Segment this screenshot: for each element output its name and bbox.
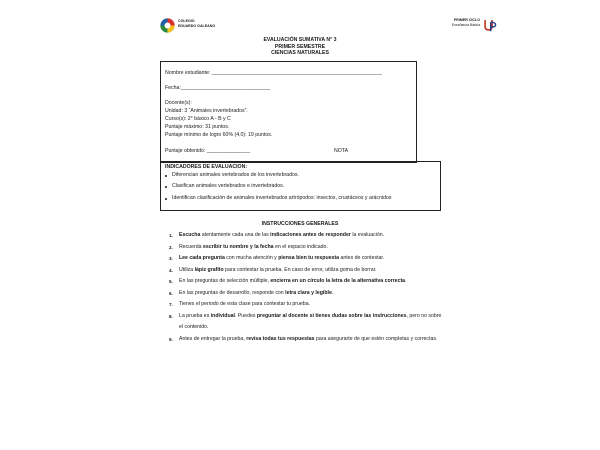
- logo-center: [165, 23, 171, 29]
- instruction-item-7: 7. Tienes el periodo de esta clase para contestar tu prueba.: [169, 301, 311, 307]
- instruction-item-2: 2. Recuerda escribir tu nombre y la fecha en el espacio indicado.: [169, 243, 328, 250]
- university-logo: [483, 18, 497, 32]
- school-name-line2: EDUARDO GALEANO: [178, 23, 216, 28]
- instructions-title: INSTRUCCIONES GENERALES: [261, 221, 339, 227]
- student-info-box: [160, 61, 417, 163]
- indicators-title: INDICADORES DE EVALUACION:: [165, 164, 248, 170]
- max-score-label: Puntaje máximo: 31 puntos.: [165, 124, 230, 130]
- student-name-field[interactable]: Nombre estudiante: ___________________________________________________________: [165, 70, 382, 76]
- grade-label: NOTA: [334, 148, 349, 154]
- instruction-item-1: 1. Escucha atentamente cada una de las indicaciones antes de responder la evaluación.: [169, 232, 385, 238]
- instruction-item-4: 4. Utiliza lápiz grafito para contestar la prueba. En caso de error, utiliza goma de borrar.: [169, 266, 377, 273]
- instruction-item-5: 5. En las preguntas de selección múltiple, encierra en un círculo la letra de la alternativa correcta.: [169, 278, 407, 284]
- instruction-item-3: 3. Lee cada pregunta con mucha atención y piensa bien tu respuesta antes de contestar.: [169, 255, 385, 261]
- instruction-item-6: 6. En las preguntas de desarrollo, responde con letra clara y legible.: [169, 289, 334, 296]
- title-semester: PRIMER SEMESTRE: [274, 43, 326, 50]
- obtained-score-field[interactable]: Puntaje obtenido: _______________: [165, 148, 251, 154]
- indicators-box: [160, 161, 441, 211]
- course-label: Curso(s): 2° básico A - B y C: [165, 116, 231, 122]
- indicator-item: Identifican clasificación de animales invertebrados artrópodos: insectos, crustáceos y arácnidos: [172, 195, 392, 201]
- teacher-label: Docente(s):: [165, 100, 192, 106]
- title-evaluation: EVALUACIÓN SUMATIVA N° 3: [263, 37, 337, 43]
- school-logo: [160, 18, 175, 33]
- date-field[interactable]: Fecha:_______________________________: [165, 85, 271, 91]
- instruction-item-8: 8. La prueba es individual. Puedes preguntar al docente si tienes dudas sobre las instrucciones, pero no sobre el contenido.: [169, 312, 442, 330]
- title-subject: CIENCIAS NATURALES: [271, 50, 329, 57]
- unit-label: Unidad: 3 “Animales invertebrados”.: [165, 108, 248, 114]
- indicator-item: Diferencian animales vertebrados de los invertebrados.: [172, 172, 299, 178]
- instruction-item-9: 9. Antes de entregar la prueba, revisa todas tus respuestas para asegurarte de que estén completas y correctas.: [169, 335, 438, 342]
- page-title: [0, 37, 600, 57]
- min-score-label: Puntaje mínimo de logro 60% (4.0): 19 puntos.: [165, 132, 273, 138]
- school-name-line1: COLEGIO: [178, 19, 195, 23]
- cycle-subtitle: Enseñanza Básica: [451, 22, 480, 27]
- indicator-item: Clasifican animales vertebrados e invertebrados.: [172, 183, 285, 189]
- cycle-header: [452, 19, 480, 27]
- cycle-title: PRIMER CICLO: [453, 18, 480, 22]
